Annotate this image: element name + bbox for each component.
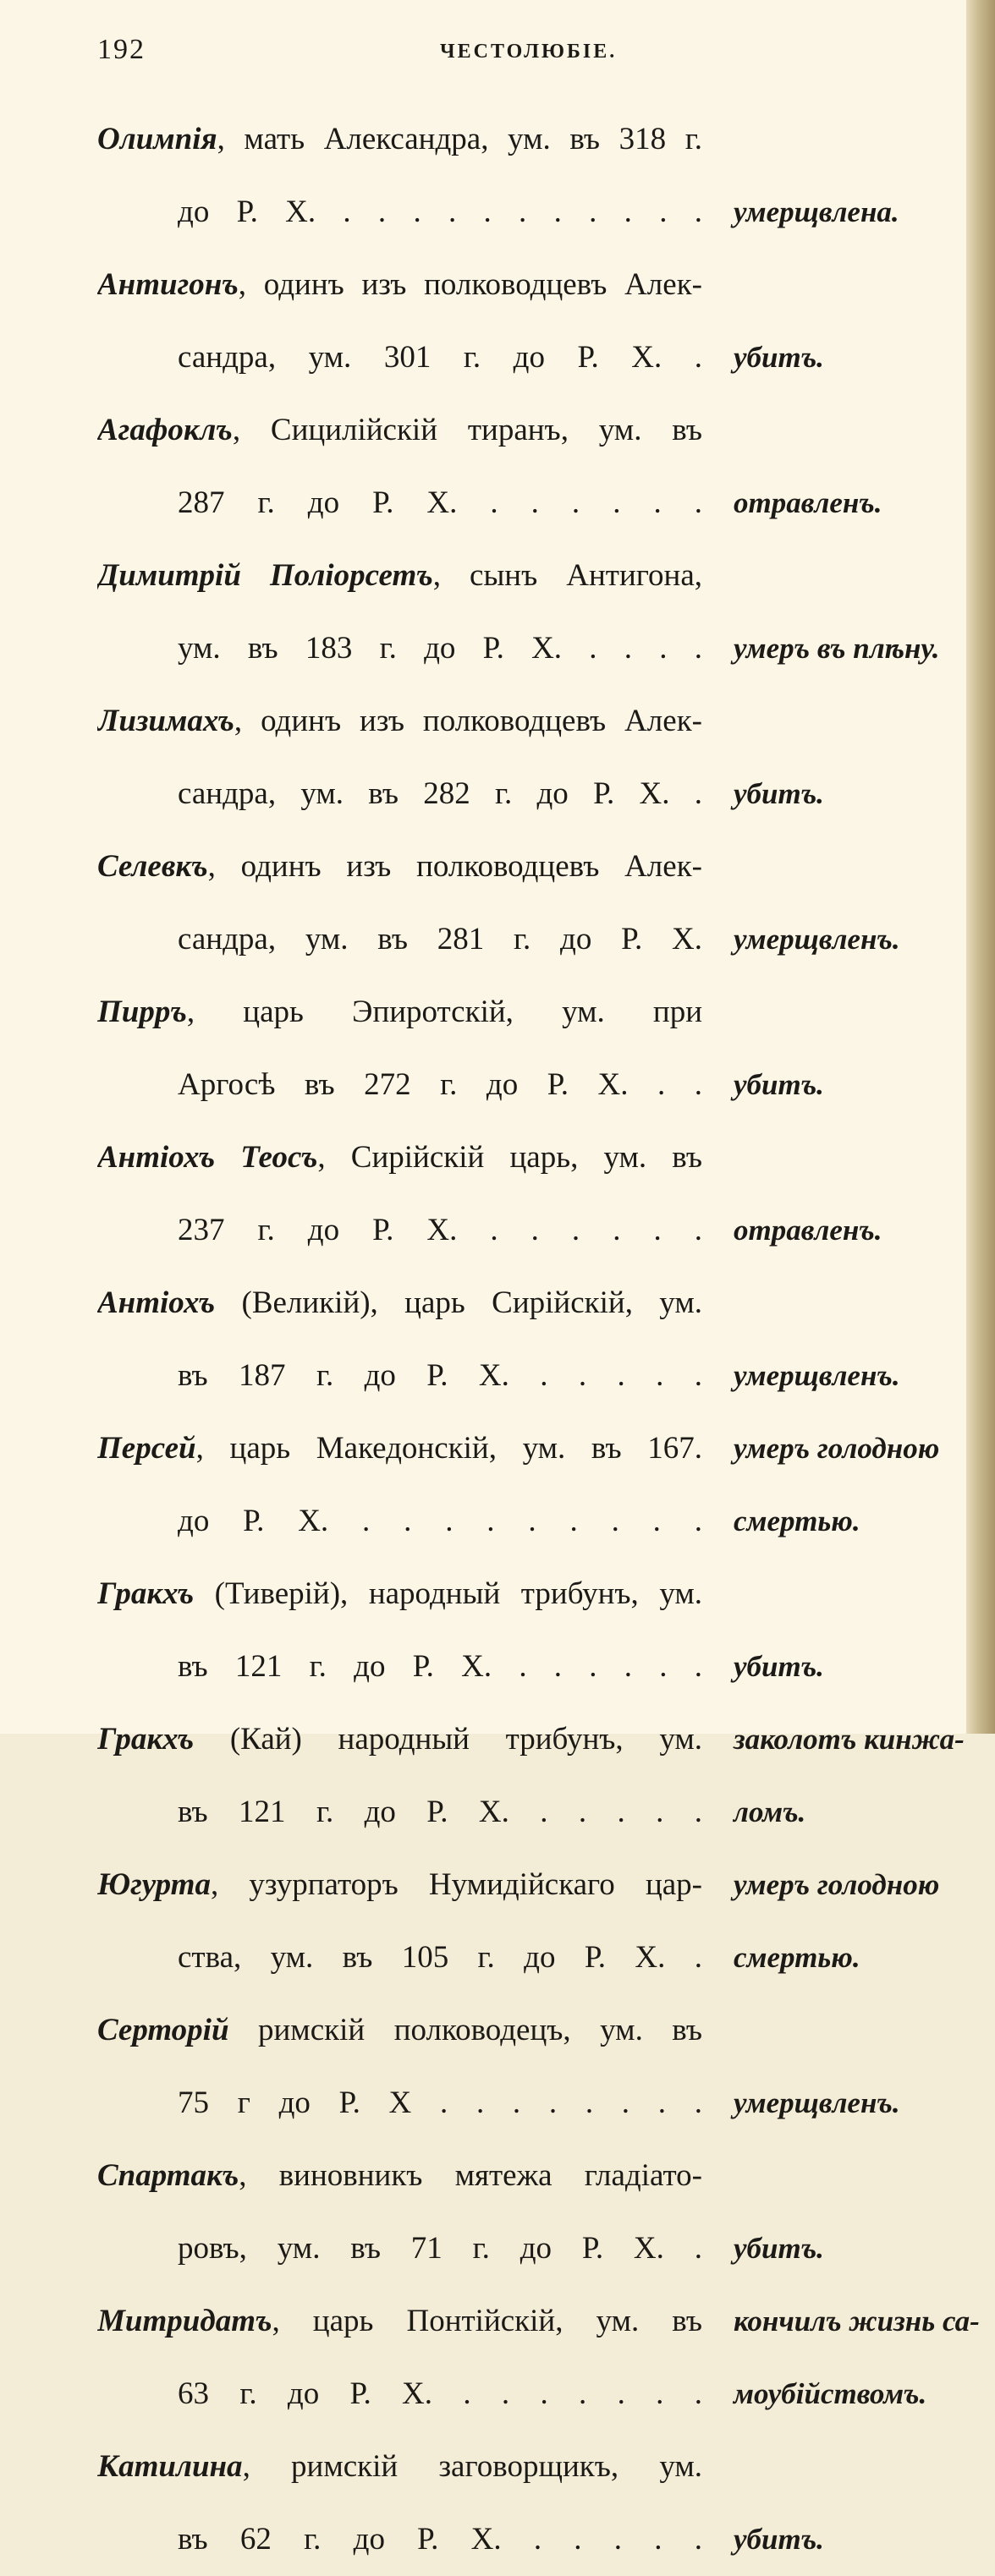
- entry-dates: ровъ, ум. въ 71 г. до Р. Х. .: [178, 2231, 702, 2266]
- entry-description: , царь Понтійскій, ум. въ: [272, 2304, 702, 2338]
- entry-dates: 287 г. до Р. Х. . . . . . .: [178, 485, 702, 520]
- entry-dates: до Р. Х. . . . . . . . . .: [178, 1504, 702, 1538]
- entry-description: , Сицилійскій тиранъ, ум. въ: [232, 413, 702, 447]
- entry-dates: 75 г до Р. Х . . . . . . . .: [178, 2085, 702, 2120]
- entry-text: [97, 1994, 702, 2067]
- entry-fate: моубійствомъ.: [734, 2377, 927, 2410]
- entry-fate: смертью.: [734, 1941, 860, 1974]
- entry-text: [97, 1558, 702, 1631]
- entry-dates: въ 62 г. до Р. Х. . . . . .: [178, 2522, 702, 2557]
- entry-line-2: [97, 1921, 969, 1994]
- entry-name: Лизимахъ: [97, 704, 234, 738]
- entry-line-2: [97, 176, 969, 249]
- entry-text: [97, 540, 702, 612]
- entry-line-1: [97, 540, 969, 612]
- entry-fate: умерщвленъ.: [734, 2086, 900, 2119]
- entry-line-2: [97, 758, 969, 830]
- entry-text: [97, 1849, 702, 1921]
- entry-description: , Сирійскій царь, ум. въ: [317, 1140, 702, 1175]
- entry-fate: убитъ.: [734, 1650, 824, 1683]
- entry-description: , мать Александра, ум. въ 318 г.: [217, 122, 702, 156]
- entry-line-2: [97, 1485, 969, 1558]
- entry-name: Гракхъ: [97, 1576, 195, 1611]
- running-head: ЧЕСТОЛЮБІЕ.: [440, 41, 618, 63]
- entry-text: [97, 394, 702, 467]
- entry-dates: 63 г. до Р. Х. . . . . . . .: [178, 2376, 702, 2411]
- entry-description: , одинъ изъ полководцевъ Алек-: [234, 704, 702, 738]
- entry-line-1: [97, 1558, 969, 1631]
- entry-fate: умеръ голодною: [734, 1432, 940, 1465]
- entry-line-1: [97, 103, 969, 176]
- entry-line-1: [97, 685, 969, 758]
- entry-fate: заколотъ кинжа-: [734, 1723, 965, 1756]
- entry-text: [97, 830, 702, 903]
- entry-name: Гракхъ: [97, 1722, 195, 1757]
- entry-line-1: [97, 2285, 980, 2358]
- entry: [97, 540, 969, 685]
- entry-line-1: [97, 1703, 969, 1776]
- entry-text: [97, 249, 702, 321]
- entry-dates: ум. въ 183 г. до Р. Х. . . . .: [178, 631, 702, 666]
- entry: [97, 685, 969, 830]
- entry-line-1: [97, 249, 969, 321]
- entry-fate: убитъ.: [734, 2523, 824, 2556]
- entry-line-2: [97, 2067, 969, 2140]
- entry-fate: умерщвленъ.: [734, 1359, 900, 1392]
- entry: [97, 976, 969, 1121]
- entry-fate: смертью.: [734, 1504, 860, 1537]
- entry-name: Митридатъ: [97, 2304, 272, 2338]
- entry-name: Серторій: [97, 2013, 229, 2047]
- entry-line-1: [97, 1121, 969, 1194]
- entry-fate: убитъ.: [734, 1068, 824, 1101]
- entry-description: , узурпаторъ Нумидійскаго цар-: [210, 1867, 702, 1902]
- entry: [97, 394, 969, 540]
- entry-dates: сандра, ум. въ 282 г. до Р. Х. .: [178, 776, 702, 811]
- entry-dates: въ 187 г. до Р. Х. . . . . .: [178, 1358, 702, 1393]
- entry-fate: умеръ въ плѣну.: [734, 632, 940, 665]
- entry-name: Спартакъ: [97, 2158, 239, 2193]
- entry: [97, 830, 969, 976]
- entry-text: [97, 2285, 702, 2358]
- entry-description: , виновникъ мятежа гладіато-: [239, 2158, 702, 2193]
- entry-description: (Тиверій), народный трибунъ, ум.: [194, 1576, 702, 1611]
- entry: [97, 1412, 969, 1558]
- entry-line-1: [97, 830, 969, 903]
- entry-description: , римскій заговорщикъ, ум.: [242, 2449, 702, 2484]
- entry-line-2: [97, 467, 969, 540]
- entry-dates: ства, ум. въ 105 г. до Р. Х. .: [178, 1940, 702, 1975]
- entry-line-2: [97, 1776, 969, 1849]
- entry-name: Олимпія: [97, 122, 217, 156]
- entry-line-2: [97, 1194, 969, 1267]
- entry-dates: сандра, ум. 301 г. до Р. Х. .: [178, 340, 702, 375]
- entry-line-2: [97, 1631, 969, 1703]
- entry-name: Антигонъ: [97, 267, 239, 302]
- entry: [97, 1994, 969, 2140]
- entry-name: Пирръ: [97, 995, 187, 1029]
- entry-line-1: [97, 976, 969, 1049]
- entry: [97, 2285, 980, 2431]
- entry-line-2: [97, 2212, 969, 2285]
- entry-description: , одинъ изъ полководцевъ Алек-: [238, 267, 702, 302]
- entry-name: Катилина: [97, 2449, 243, 2484]
- entry-dates: въ 121 г. до Р. Х. . . . . .: [178, 1795, 702, 1829]
- entry: [97, 1849, 969, 1994]
- page-header: [97, 34, 943, 85]
- entry-line-2: [97, 1340, 969, 1412]
- entry: [97, 1703, 969, 1849]
- entry-fate: умерщвленъ.: [734, 923, 900, 956]
- entry-dates: 237 г. до Р. Х. . . . . . .: [178, 1213, 702, 1247]
- entry-text: [97, 1412, 702, 1485]
- entry-name: Димитрій Поліорсетъ: [97, 558, 433, 593]
- entry: [97, 1558, 969, 1703]
- entry-line-1: [97, 394, 969, 467]
- entry-name: Селевкъ: [97, 849, 208, 884]
- entry-fate: убитъ.: [734, 2232, 824, 2265]
- entry-text: [97, 1121, 702, 1194]
- entry-text: [97, 103, 702, 176]
- entry-description: римскій полководецъ, ум. въ: [228, 2013, 702, 2047]
- entry-line-2: [97, 2503, 969, 2576]
- entry-fate: убитъ.: [734, 777, 824, 810]
- entry: [97, 103, 969, 249]
- entry-fate: отравленъ.: [734, 486, 882, 519]
- entry-description: , царь Македонскій, ум. въ 167.: [195, 1431, 702, 1466]
- entry-fate: убитъ.: [734, 341, 824, 374]
- entry-name: Персей: [97, 1431, 196, 1466]
- entry-description: , одинъ изъ полководцевъ Алек-: [207, 849, 702, 884]
- entry: [97, 249, 969, 394]
- entry-line-1: [97, 1267, 969, 1340]
- entry-text: [97, 2140, 702, 2212]
- entry-fate: отравленъ.: [734, 1214, 882, 1247]
- entry: [97, 2431, 969, 2576]
- entry-name: Агафоклъ: [97, 413, 233, 447]
- entry-description: , царь Эпиротскій, ум. при: [186, 995, 702, 1029]
- entry-text: [97, 1703, 702, 1776]
- entry-text: [97, 976, 702, 1049]
- entry: [97, 1121, 969, 1267]
- entry-line-2: [97, 321, 969, 394]
- entry-line-2: [97, 1049, 969, 1121]
- entry-line-1: [97, 2140, 969, 2212]
- entry: [97, 1267, 969, 1412]
- entry-line-2: [97, 2358, 969, 2431]
- entry-line-1: [97, 2431, 969, 2503]
- entry-dates: Аргосѣ въ 272 г. до Р. Х. . .: [178, 1067, 702, 1102]
- entry-dates: до Р. Х. . . . . . . . . . . .: [178, 195, 702, 229]
- entry-name: Антіохъ Теосъ: [97, 1140, 318, 1175]
- entry-text: [97, 2431, 702, 2503]
- entry-text: [97, 685, 702, 758]
- entry-name: Антіохъ: [97, 1285, 216, 1320]
- entry-line-1: [97, 1412, 969, 1485]
- entry-description: , сынъ Антигона,: [432, 558, 702, 593]
- entry-description: (Кай) народный трибунъ, ум.: [194, 1722, 702, 1757]
- entry-fate: умеръ голодною: [734, 1868, 940, 1901]
- entry-fate: ломъ.: [734, 1795, 806, 1828]
- entry-dates: въ 121 г. до Р. Х. . . . . . .: [178, 1649, 702, 1684]
- entry-list: [97, 103, 980, 2576]
- entry-name: Югурта: [97, 1867, 211, 1902]
- entry-line-2: [97, 903, 969, 976]
- entry-text: [97, 1267, 702, 1340]
- entry: [97, 2140, 969, 2285]
- entry-dates: сандра, ум. въ 281 г. до Р. Х.: [178, 922, 702, 956]
- entry-line-1: [97, 1994, 969, 2067]
- facing-page-edge: [966, 0, 995, 1734]
- entry-line-1: [97, 1849, 969, 1921]
- entry-line-2: [97, 612, 969, 685]
- entry-fate: кончилъ жизнь са-: [734, 2305, 980, 2338]
- entry-description: (Великій), царь Сирійскій, ум.: [215, 1285, 702, 1320]
- page-number: 192: [97, 34, 146, 65]
- entry-fate: умерщвлена.: [734, 195, 899, 228]
